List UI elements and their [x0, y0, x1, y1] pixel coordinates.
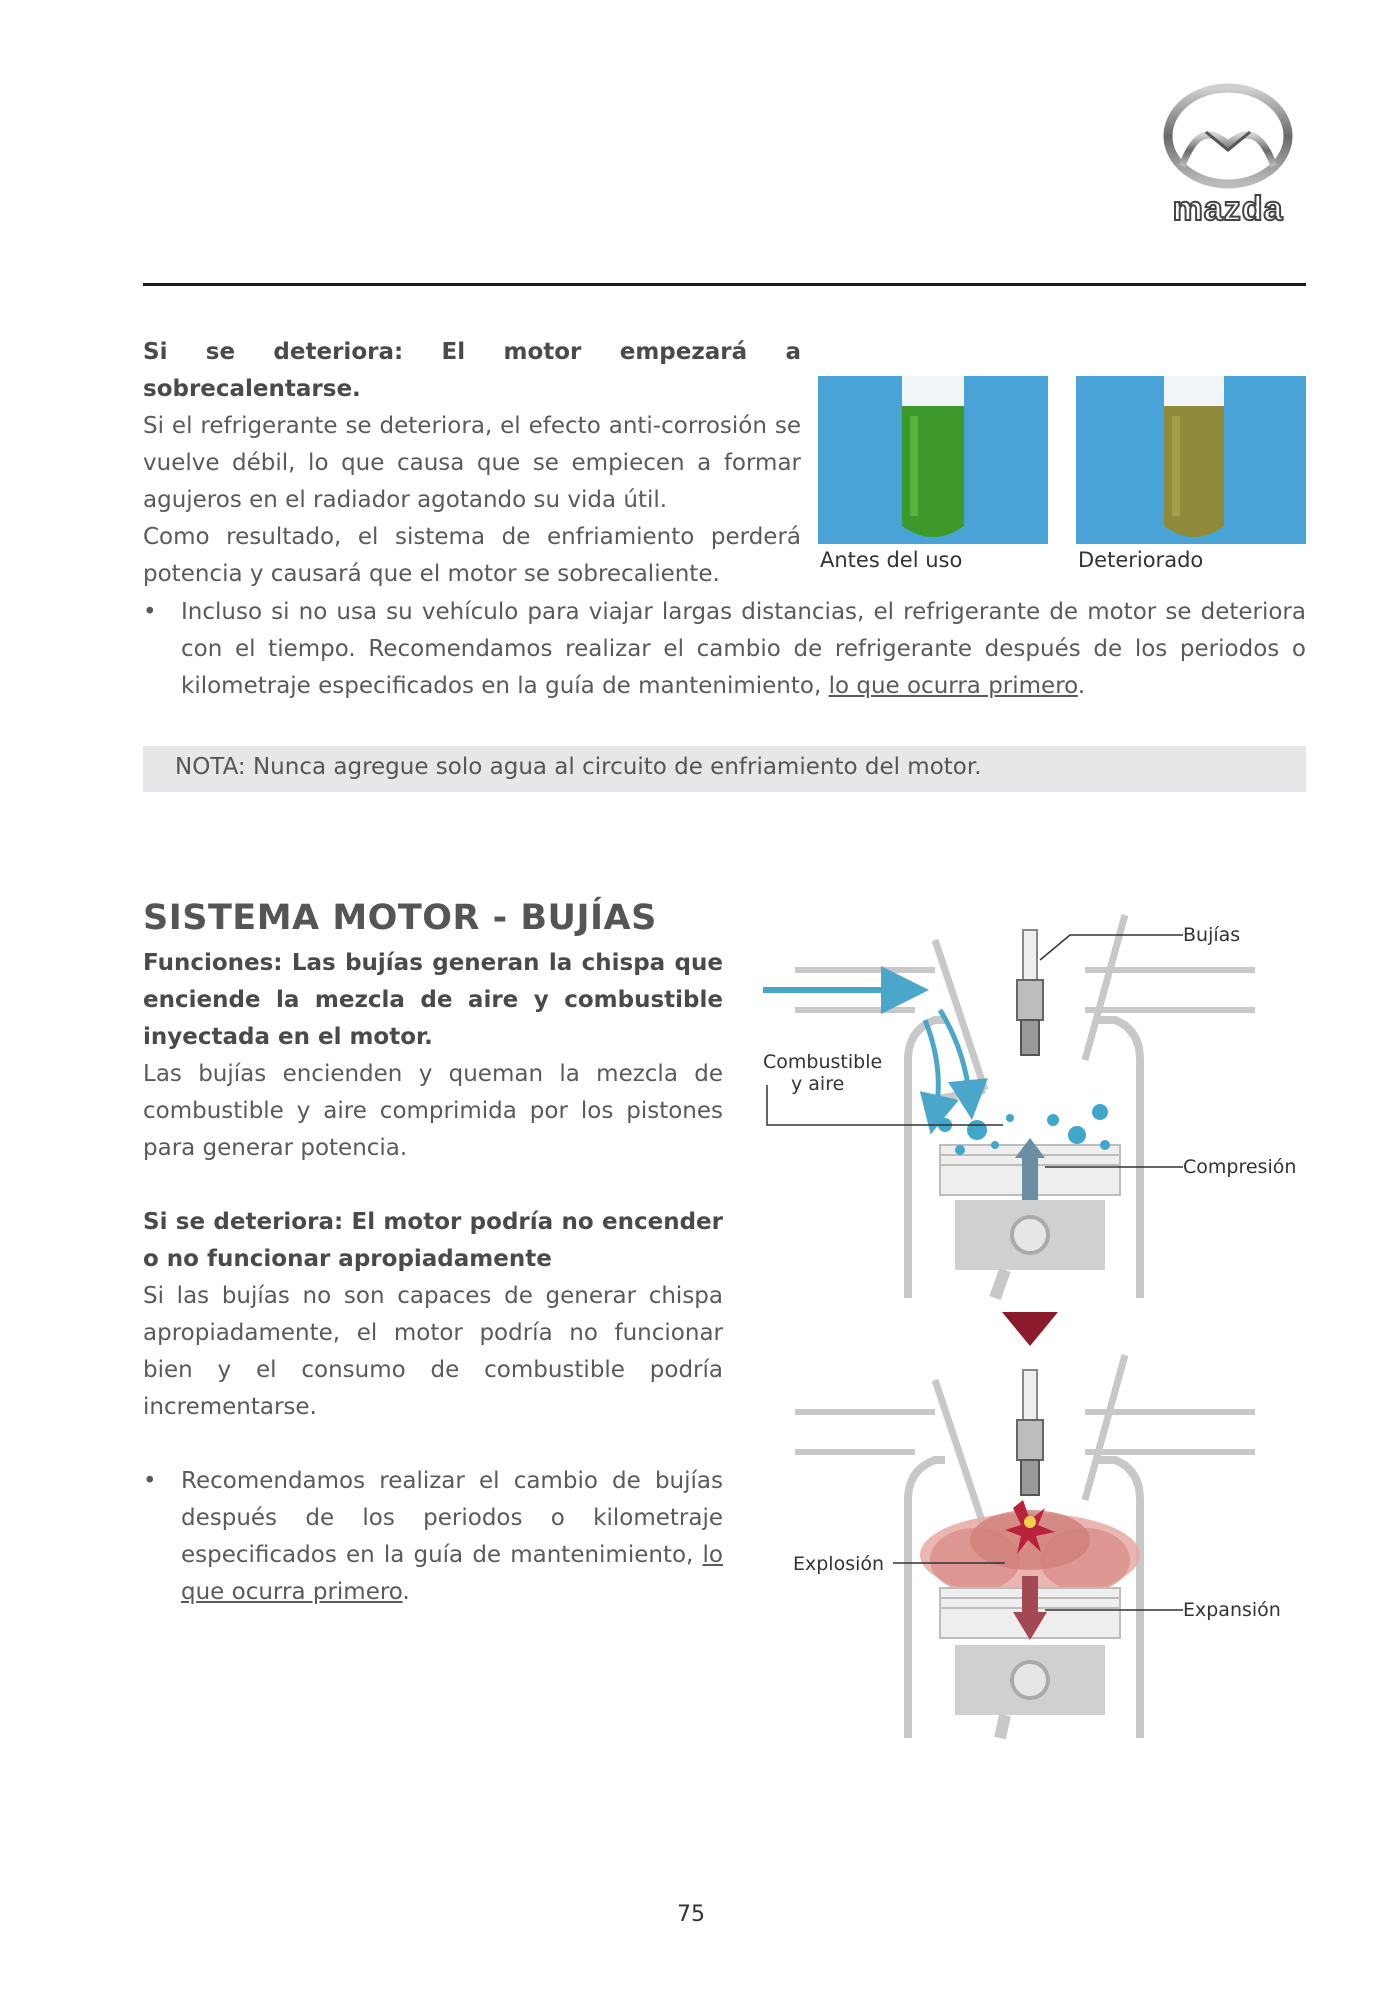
section-title: SISTEMA MOTOR - BUJÍAS — [143, 898, 657, 938]
label-expansion: Expansión — [1183, 1599, 1281, 1621]
label-spark-plugs: Bujías — [1183, 924, 1241, 946]
deteriorate-heading: Si se deteriora: El motor podría no encender o no funcionar apropiadamente — [143, 1209, 723, 1272]
note-box — [143, 746, 1306, 792]
photo-caption-deteriorated: Deteriorado — [1078, 548, 1204, 572]
functions-heading: Funciones: Las bujías generan la chispa que enciende la mezcla de aire y combustible inyectada en el motor. — [143, 950, 723, 1050]
coolant-photo-before — [818, 376, 1048, 544]
spark-section — [143, 945, 723, 1611]
header-rule — [143, 283, 1306, 286]
page-number: 75 — [677, 1902, 705, 1927]
deteriorate-body: Si las bujías no son capaces de generar chispa apropiadamente, el motor podría no funcionar bien y el consumo de combustible podría incrementarse. — [143, 1283, 723, 1420]
cylinder-explosion — [795, 1355, 1255, 1738]
spark-bullet — [143, 1463, 723, 1611]
label-fuel-air-line2: y aire — [791, 1073, 845, 1095]
mazda-logo — [1148, 80, 1308, 240]
engine-diagram — [755, 900, 1315, 1740]
bullet-icon: • — [143, 1468, 157, 1494]
bullet-icon: • — [143, 599, 157, 625]
note-text: NOTA: Nunca agregue solo agua al circuito de enfriamiento del motor. — [175, 754, 982, 780]
coolant-photo-deteriorated — [1076, 376, 1306, 544]
coolant-body: Si el refrigerante se deteriora, el efecto anti-corrosión se vuelve débil, lo que causa que se empiecen a formar agujeros en el radiador agotando su vida útil. — [143, 413, 801, 513]
label-explosion: Explosión — [793, 1553, 885, 1575]
coolant-heading: Si se deteriora: El motor empezará a sobrecalentarse. — [143, 339, 801, 402]
spark-bullet-text: Recomendamos realizar el cambio de bujías después de los periodos o kilometraje especificados en la guía de mantenimiento, — [181, 1468, 723, 1568]
label-fuel-air-line1: Combustible — [763, 1051, 883, 1073]
coolant-bullet — [143, 594, 1306, 705]
mazda-wordmark: mazda — [1172, 190, 1284, 228]
label-compression: Compresión — [1183, 1156, 1297, 1178]
functions-body: Las bujías encienden y queman la mezcla de combustible y aire comprimida por los pistones para generar potencia. — [143, 1061, 723, 1161]
photo-caption-before: Antes del uso — [820, 548, 963, 572]
coolant-bullet-emphasis: lo que ocurra primero — [828, 673, 1078, 699]
coolant-result: Como resultado, el sistema de enfriamiento perderá potencia y causará que el motor se sobrecaliente. — [143, 524, 801, 587]
coolant-bullet-end: . — [1077, 673, 1086, 699]
spark-bullet-emphasis: lo que ocurra primero — [181, 1542, 723, 1605]
coolant-section — [143, 334, 801, 593]
step-arrow-icon — [1002, 1312, 1058, 1346]
cylinder-compression — [763, 915, 1255, 1298]
coolant-bullet-text: Incluso si no usa su vehículo para viajar largas distancias, el refrigerante de motor se deteriora con el tiempo. Recomendamos realizar el cambio de refrigerante después de los periodos o kilometraje especificados en la guía de mantenimiento, — [181, 599, 1306, 699]
spark-bullet-end: . — [402, 1579, 410, 1605]
